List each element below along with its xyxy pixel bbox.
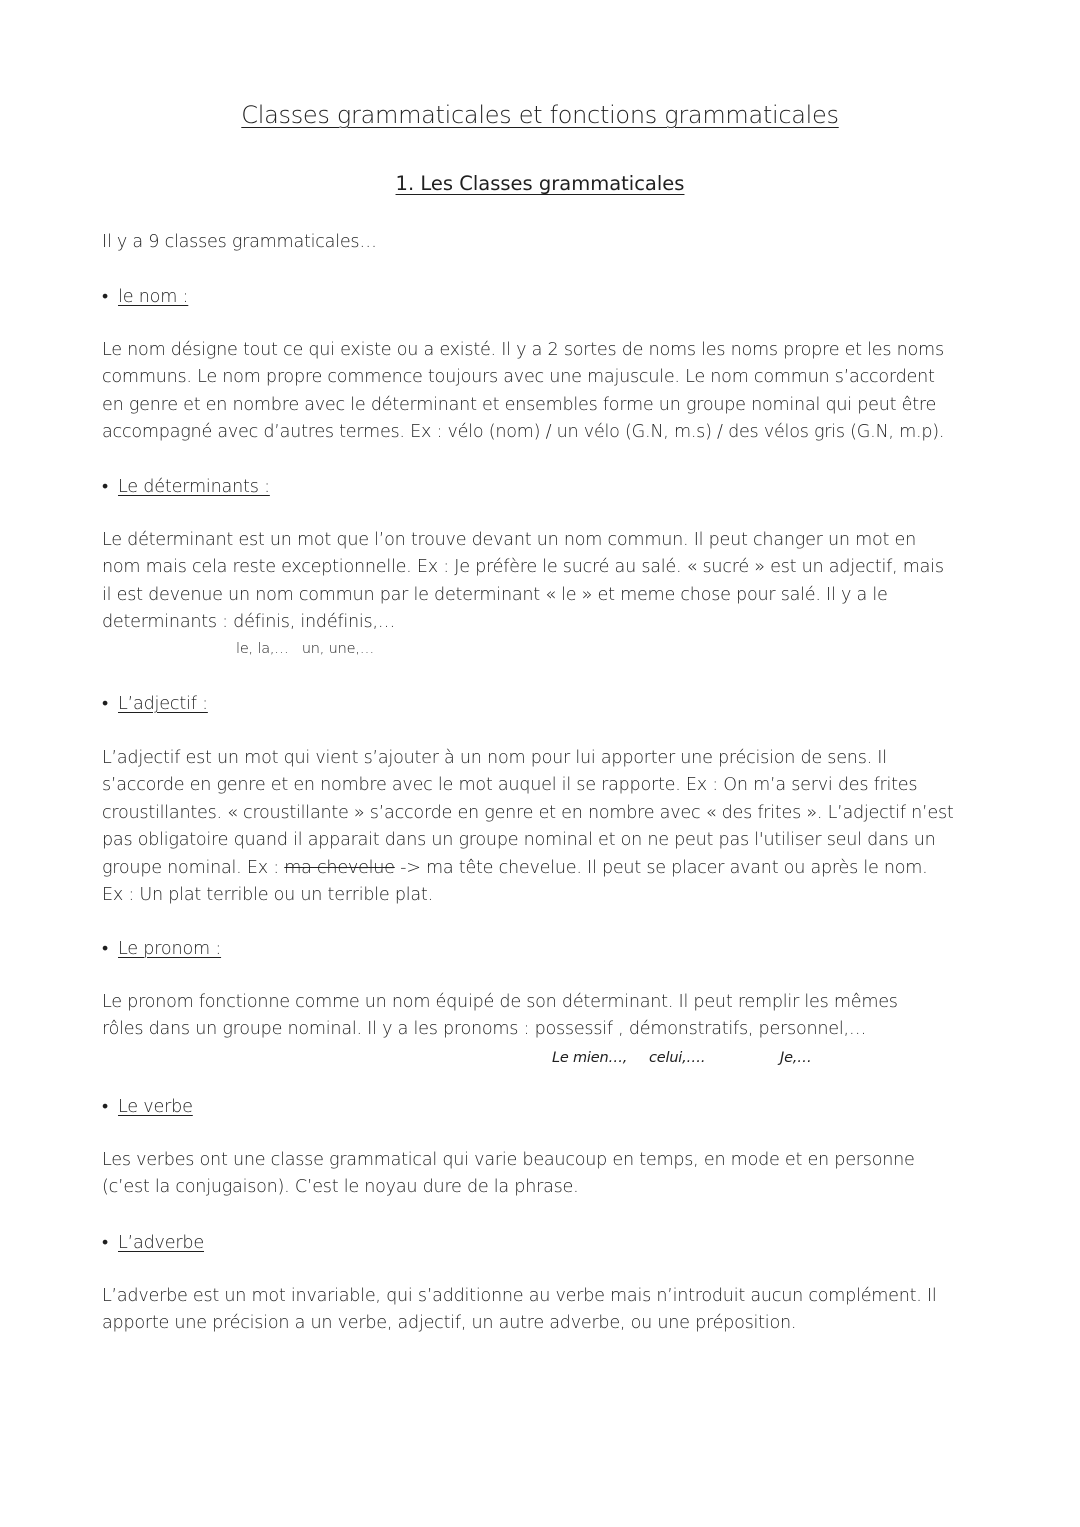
heading-determinants	[102, 475, 270, 499]
text-line: communs. Le nom propre commence toujours avec une majuscule. Le nom commun s’accordent	[102, 367, 935, 388]
text-line: en genre et en nombre avec le déterminant et ensembles forme un groupe nominal qui peut être	[102, 394, 937, 415]
bullet-icon: •	[102, 287, 108, 307]
text-line: il est devenue un nom commun par le determinant « le » et meme chose pour salé. Il y a le	[102, 584, 888, 605]
heading-label: L’adverbe	[118, 1233, 205, 1253]
text-line: rôles dans un groupe nominal. Il y a les pronoms : possessif , démonstratifs, personnel,…	[102, 1019, 867, 1040]
paragraph-adverbe	[102, 1283, 982, 1338]
text-line: apporte une précision a un verbe, adjectif, un autre adverbe, ou une préposition.	[102, 1313, 797, 1334]
pronom-personnel-note: Je,…	[780, 1050, 812, 1066]
paragraph-determinants	[102, 527, 982, 637]
text-line: pas obligatoire quand il apparait dans un groupe nominal et on ne peut pas l'utiliser seul dans un	[102, 830, 936, 851]
text-line: L’adverbe est un mot invariable, qui s’additionne au verbe mais n’introduit aucun complément. Il	[102, 1286, 937, 1306]
heading-label: Le pronom :	[118, 939, 222, 959]
heading-adjectif	[102, 692, 208, 716]
heading-verbe	[102, 1095, 193, 1119]
text-line: Le nom désigne tout ce qui existe ou a existé. Il y a 2 sortes de noms les noms propre et les noms	[102, 340, 944, 360]
text-line: Le déterminant est un mot que l’on trouve devant un nom commun. Il peut changer un mot en	[102, 530, 916, 550]
text-line: (c’est la conjugaison). C’est le noyau dure de la phrase.	[102, 1177, 579, 1198]
paragraph-pronom	[102, 989, 982, 1044]
text-segment: groupe nominal. Ex :	[102, 857, 285, 878]
heading-adverbe	[102, 1231, 204, 1255]
heading-label: le nom :	[118, 287, 189, 307]
text-line: s’accorde en genre et en nombre avec le mot auquel il se rapporte. Ex : On m’a servi des frites	[102, 775, 918, 796]
struck-text: ma chevelue	[284, 857, 395, 878]
heading-pronom	[102, 937, 221, 961]
heading-label: Le verbe	[118, 1097, 193, 1117]
text-line: accompagné avec d’autres termes. Ex : vélo (nom) / un vélo (G.N, m.s) / des vélos gris (G.N, m.p).	[102, 422, 945, 443]
text-line	[102, 855, 982, 882]
bullet-icon: •	[102, 1097, 108, 1117]
paragraph-nom	[102, 337, 982, 447]
bullet-icon: •	[102, 939, 108, 959]
text-line: croustillantes. « croustillante » s’accorde en genre et en nombre avec « des frites ». L’adjectif n’est	[102, 802, 954, 823]
pronom-demonstratif-note: celui,….	[649, 1050, 706, 1066]
paragraph-verbe	[102, 1147, 982, 1202]
bullet-icon: •	[102, 694, 108, 714]
pronom-possessif-note: Le mien…,	[552, 1050, 628, 1066]
text-line: Les verbes ont une classe grammatical qui varie beaucoup en temps, en mode et en personne	[102, 1150, 915, 1170]
determinants-examples-note: le, la,… un, une,…	[236, 641, 375, 657]
paragraph-adjectif	[102, 745, 982, 909]
document-title: Classes grammaticales et fonctions grammaticales	[241, 101, 839, 129]
section-title: 1. Les Classes grammaticales	[395, 172, 685, 195]
text-line: nom mais cela reste exceptionnelle. Ex : Je préfère le sucré au salé. « sucré » est un adjectif, mais	[102, 557, 944, 578]
bullet-icon: •	[102, 477, 108, 497]
bullet-icon: •	[102, 1233, 108, 1253]
heading-label: L’adjectif :	[118, 694, 208, 714]
heading-label: Le déterminants :	[118, 477, 270, 497]
text-line: Ex : Un plat terrible ou un terrible plat.	[102, 885, 433, 906]
text-line: Le pronom fonctionne comme un nom équipé de son déterminant. Il peut remplir les mêmes	[102, 992, 898, 1012]
heading-nom	[102, 285, 188, 309]
intro-text: Il y a 9 classes grammaticales…	[102, 232, 377, 252]
text-line: determinants : définis, indéfinis,…	[102, 612, 396, 633]
text-segment: -> ma tête chevelue. Il peut se placer avant ou après le nom.	[394, 857, 928, 878]
text-line: L’adjectif est un mot qui vient s’ajouter à un nom pour lui apporter une précision de sens. Il	[102, 748, 887, 768]
